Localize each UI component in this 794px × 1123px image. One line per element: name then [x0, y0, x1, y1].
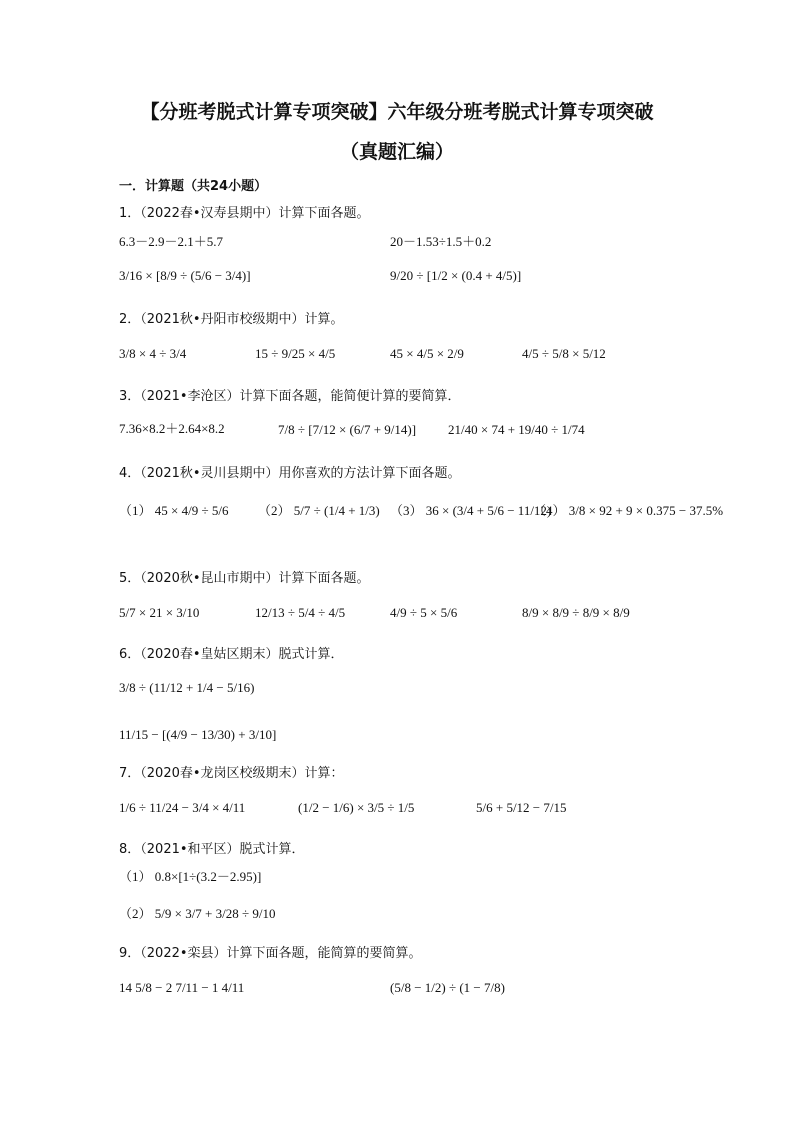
q8-expr-2: （2） 5/9 × 3/7 + 3/28 ÷ 9/10 — [119, 906, 276, 921]
q4-expr-1: （1） 45 × 4/9 ÷ 5/6 — [119, 503, 229, 518]
q1-expr-2: 20－1.53÷1.5＋0.2 — [390, 234, 492, 249]
q4-expr-3: （3） 36 × (3/4 + 5/6 − 11/12) — [390, 503, 552, 518]
q1-expr-1: 6.3－2.9－2.1＋5.7 — [119, 234, 224, 249]
q1-expr-3: 3/16 × [8/9 ÷ (5/6 − 3/4)] — [119, 268, 251, 283]
q7-expr-3: 5/6 + 5/12 − 7/15 — [476, 800, 567, 815]
question-5-heading: 5．（2020秋•昆山市期中）计算下面各题。 — [119, 571, 370, 586]
question-1-heading: 1．（2022春•汉寿县期中）计算下面各题。 — [119, 206, 370, 221]
q7-expr-1: 1/6 ÷ 11/24 − 3/4 × 4/11 — [119, 800, 246, 815]
q5-expr-3: 4/9 ÷ 5 × 5/6 — [390, 605, 458, 620]
q6-expr-1: 3/8 ÷ (11/12 + 1/4 − 5/16) — [119, 680, 255, 695]
question-8-heading: 8．（2021•和平区）脱式计算． — [119, 842, 305, 857]
section-heading: 一．计算题（共24小题） — [119, 179, 268, 194]
question-7-heading: 7．（2020春•龙岗区校级期末）计算： — [119, 766, 344, 781]
q8-expr-1: （1） 0.8×[1÷(3.2－2.95)] — [119, 869, 262, 884]
q1-expr-4: 9/20 ÷ [1/2 × (0.4 + 4/5)] — [390, 268, 522, 283]
question-9-heading: 9．（2022•栾县）计算下面各题，能简算的要简算。 — [119, 946, 422, 961]
page-subtitle: （真题汇编） — [339, 141, 454, 163]
question-2-heading: 2．（2021秋•丹阳市校级期中）计算。 — [119, 312, 344, 327]
q9-expr-1: 14 5/8 − 2 7/11 − 1 4/11 — [119, 980, 245, 995]
q3-expr-2: 7/8 ÷ [7/12 × (6/7 + 9/14)] — [278, 422, 417, 437]
q2-expr-1: 3/8 × 4 ÷ 3/4 — [119, 346, 187, 361]
q3-expr-1: 7.36×8.2＋2.64×8.2 — [119, 421, 225, 436]
page-title: 【分班考脱式计算专项突破】六年级分班考脱式计算专项突破 — [140, 101, 654, 123]
q3-expr-3: 21/40 × 74 + 19/40 ÷ 1/74 — [448, 422, 585, 437]
q5-expr-4: 8/9 × 8/9 ÷ 8/9 × 8/9 — [522, 605, 630, 620]
question-3-heading: 3．（2021•李沧区）计算下面各题，能简便计算的要简算． — [119, 389, 461, 404]
q9-expr-2: (5/8 − 1/2) ÷ (1 − 7/8) — [390, 980, 505, 995]
q5-expr-2: 12/13 ÷ 5/4 ÷ 4/5 — [255, 605, 346, 620]
q2-expr-2: 15 ÷ 9/25 × 4/5 — [255, 346, 336, 361]
question-6-heading: 6．（2020春•皇姑区期末）脱式计算． — [119, 647, 344, 662]
q5-expr-1: 5/7 × 21 × 3/10 — [119, 605, 200, 620]
q2-expr-4: 4/5 ÷ 5/8 × 5/12 — [522, 346, 606, 361]
q4-expr-2: （2） 5/7 ÷ (1/4 + 1/3) — [258, 503, 380, 518]
q6-expr-2: 11/15 − [(4/9 − 13/30) + 3/10] — [119, 727, 277, 742]
q2-expr-3: 45 × 4/5 × 2/9 — [390, 346, 464, 361]
question-4-heading: 4．（2021秋•灵川县期中）用你喜欢的方法计算下面各题。 — [119, 466, 461, 481]
q7-expr-2: (1/2 − 1/6) × 3/5 ÷ 1/5 — [298, 800, 415, 815]
q4-expr-4: （4） 3/8 × 92 + 9 × 0.375 − 37.5% — [533, 503, 724, 518]
